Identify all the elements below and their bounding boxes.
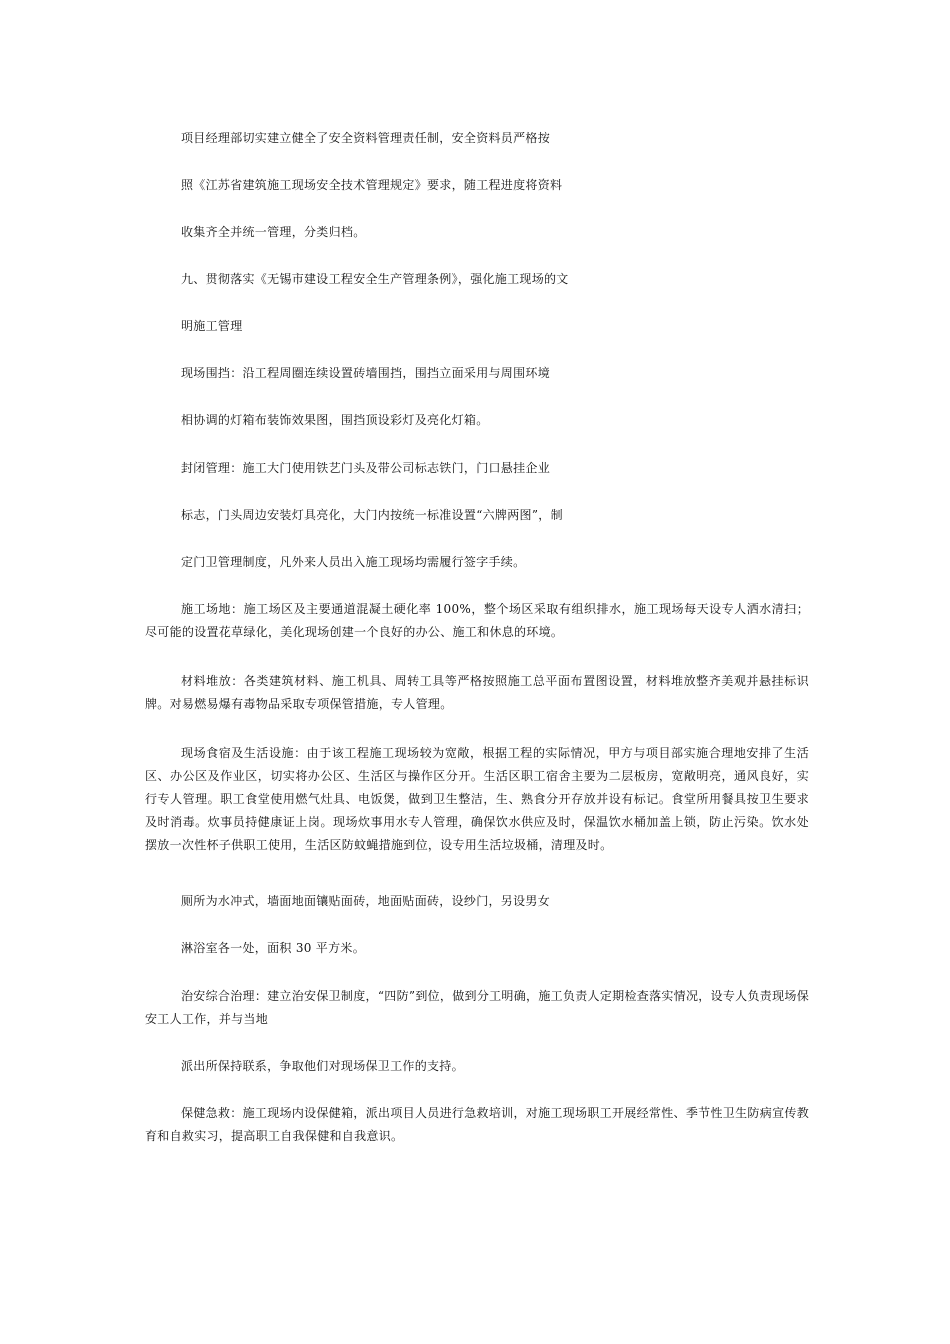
paragraph-site: 施工场地：施工场区及主要通道混凝土硬化率 100%，整个场区采取有组织排水，施工现场每天设专人洒水清扫；尽可能的设置花草绿化，美化现场创建一个良好的办公、施工和休息的环境。	[145, 602, 809, 639]
section-heading-line-1: 九、贯彻落实《无锡市建设工程安全生产管理条例》，强化施工现场的文	[181, 272, 569, 286]
paragraph-living: 现场食宿及生活设施：由于该工程施工现场较为宽敞，根据工程的实际情况，甲方与项目部实施合理地安排了生活区、办公区及作业区，切实将办公区、生活区与操作区分开。生活区职工宿舍主要为二层板房，宽敞明亮，通风良好，实行专人管理。职工食堂使用燃气灶具、电饭煲，做到卫生整洁，生、熟食分开存放并设有标记。食堂所用餐具按卫生要求及时消毒。炊事员持健康证上岗。现场炊事用水专人管理，确保饮水供应及时，保温饮水桶加盖上锁，防止污染。饮水处摆放一次性杯子供职工使用，生活区防蚊蝇措施到位，设专用生活垃圾桶，清理及时。	[145, 746, 809, 852]
text-line-7: 相协调的灯箱布装饰效果图，围挡顶设彩灯及亮化灯箱。	[181, 413, 489, 427]
paragraph-health: 保健急救：施工现场内设保健箱，派出项目人员进行急救培训，对施工现场职工开展经常性、季节性卫生防病宣传教育和自救实习，提高职工自我保健和自我意识。	[145, 1106, 809, 1143]
text-line-3: 收集齐全并统一管理，分类归档。	[181, 225, 366, 239]
paragraph-toilet: 厕所为水冲式，墙面地面镶贴面砖，地面贴面砖，设纱门，另设男女	[181, 894, 551, 908]
section-heading-line-2: 明施工管理	[181, 319, 243, 333]
paragraph-security: 治安综合治理：建立治安保卫制度，“四防”到位，做到分工明确，施工负责人定期检查落实情况，设专人负责现场保安工人工作，并与当地	[145, 989, 809, 1026]
text-line-8: 封闭管理：施工大门使用铁艺门头及带公司标志铁门，门口悬挂企业	[181, 461, 551, 475]
text-line-9: 标志，门头周边安装灯具亮化，大门内按统一标准设置“六牌两图”，制	[181, 508, 563, 522]
text-line-6: 现场围挡：沿工程周圈连续设置砖墙围挡，围挡立面采用与周围环境	[181, 366, 551, 380]
text-line-2: 照《江苏省建筑施工现场安全技术管理规定》要求，随工程进度将资料	[181, 178, 563, 192]
text-line-1: 项目经理部切实建立健全了安全资料管理责任制，安全资料员严格按	[181, 131, 551, 145]
paragraph-shower: 淋浴室各一处，面积 30 平方米。	[181, 941, 365, 955]
paragraph-materials: 材料堆放：各类建筑材料、施工机具、周转工具等严格按照施工总平面布置图设置，材料堆放整齐美观并悬挂标识牌。对易燃易爆有毒物品采取专项保管措施，专人管理。	[145, 674, 809, 711]
text-line-10: 定门卫管理制度，凡外来人员出入施工现场均需履行签字手续。	[181, 555, 526, 569]
paragraph-police: 派出所保持联系，争取他们对现场保卫工作的支持。	[181, 1059, 464, 1073]
